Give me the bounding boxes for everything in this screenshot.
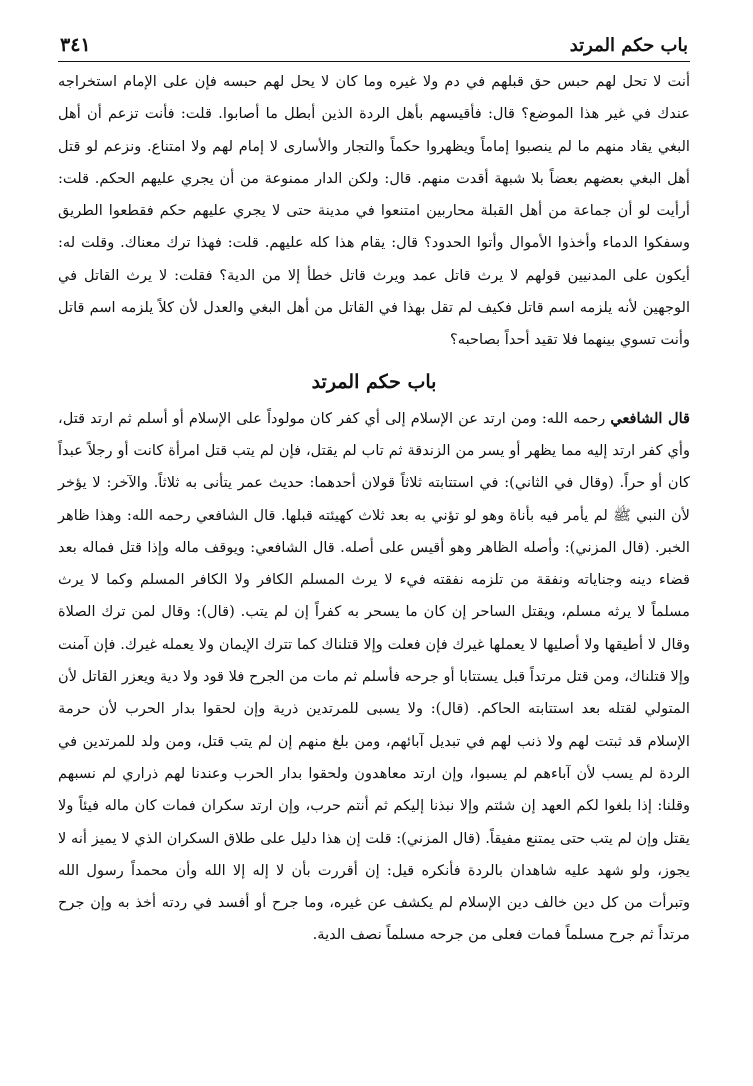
intro-paragraph: أنت لا تحل لهم حبس حق قبلهم في دم ولا غيره وما كان لا يحل لهم حبسه فإن على الإمام استخراجه عندك في غير هذا الموضع؟ قال: فأقيسهم بأهل الردة الذين أبطل ما أصابوا. قلت: فأنت تزعم أن أهل البغي يقاد منهم ما لم ينصبوا إماماً ويظهروا حكماً والتجار والأسارى لا إمام لهم ولا امتناع. ونزعم لو قتل أهل البغي بعضهم بعضاً بلا شبهة أقدت منهم. قال: ولكن الدار ممنوعة من أن يجري عليهم الحكم. قلت: أرأيت لو أن جماعة من أهل القبلة محاربين امتنعوا في مدينة حتى لا يجري عليهم حكم فقطعوا الطريق وسفكوا الدماء وأخذوا الأموال وأتوا الحدود؟ قال: يقام هذا كله عليهم. قلت: فهذا ترك معناك. وقلت له: أيكون على المدنيين قولهم لا يرث قاتل عمد ويرث قاتل خطأ إلا من الدية؟ فقلت: لا يرث القاتل في الوجهين لأنه يلزمه اسم قاتل فكيف لم تقل بهذا في القاتل من أهل البغي والعدل لأن كلاً يلزمه اسم قاتل وأنت تسوي بينهما فلا تقيد أحداً بصاحبه؟ (58, 73, 690, 349)
book-page (58, 22, 690, 952)
section-heading: باب حكم المرتد (311, 370, 437, 393)
running-header-title: باب حكم المرتد (569, 35, 688, 56)
running-header (58, 22, 690, 62)
page-number: ٣٤١ (60, 34, 91, 56)
body-text: رحمه الله: ومن ارتد عن الإسلام إلى أي كفر كان مولوداً على الإسلام أو أسلم ثم ارتد قتل، وأي كفر ارتد إليه مما يظهر أو يسر من الزندقة ثم تاب لم يقتل، فإن لم يتب قتل امرأة كانت أو رجلاً عبداً كان أو حراً. (وقال في الثاني): في استتابته ثلاثاً قولان أحدهما: حديث عمر يتأنى به ثلاثاً. والآخر: لا يؤخر لأن النبي ﷺ لم يأمر فيه بأناة وهو لو تؤني به بعد ثلاث كهيئته قبلها. قال الشافعي رحمه الله: وهذا ظاهر الخبر. (قال المزني): وأصله الظاهر وهو أقيس على أصله. قال الشافعي: ويوقف ماله وإذا قتل فماله بعد قضاء دينه وجناياته ونفقة من تلزمه نفقته فيء لا يرث المسلم الكافر ولا الكافر المسلم وكما لا يرث مسلماً لا يرثه مسلم، ويقتل الساحر إن كان ما يسحر به كفراً إن لم يتب. (قال): وقال لمن ترك الصلاة وقال لا أطيقها ولا أصليها لا يعملها غيرك فإن فعلت وإلا قتلناك كما تترك الإيمان ولا يعمله غيرك. فإن آمنت وإلا قتلناك، ومن قتل مرتداً قبل يستتابا أو جرحه فأسلم ثم مات من الجرح فلا قود ولا دية ويعزر القاتل لأن المتولي لقتله بعد استتابته الحاكم. (قال): ولا يسبى للمرتدين ذرية وإن لحقوا بدار الحرب لأن حرمة الإسلام قد ثبتت لهم ولا ذنب لهم في تبديل آبائهم، ومن بلغ منهم إن لم يتب قتل، ومن ولد للمرتدين في الردة لم يسب لأن آباءهم لم يسبوا، وإن ارتد معاهدون ولحقوا بدار الحرب وعندنا لهم ذراري لم نسبهم وقلنا: إذا بلغوا لكم العهد إن شئتم وإلا نبذنا إليكم ثم أنتم حرب، وإن ارتد سكران فمات كان ماله فيئاً ولا يقتل وإن لم يتب حتى يمتنع مفيقاً. (قال المزني): قلت إن هذا دليل على طلاق السكران الذي لا يميز أنه لا يجوز، ولو شهد عليه شاهدان بالردة فأنكره قيل: إن أقررت بأن لا إله إلا الله وأن محمداً رسول الله وتبرأت من كل دين خالف دين الإسلام لم يكشف عن غيره، وما جرح أو أفسد في ردته أخذ به وإن جرح مرتداً ثم جرح مسلماً فمات فعلى من جرحه مسلماً نصف الدية. (58, 409, 690, 944)
body-paragraph (58, 403, 690, 952)
speaker-name: قال الشافعي (610, 409, 690, 427)
